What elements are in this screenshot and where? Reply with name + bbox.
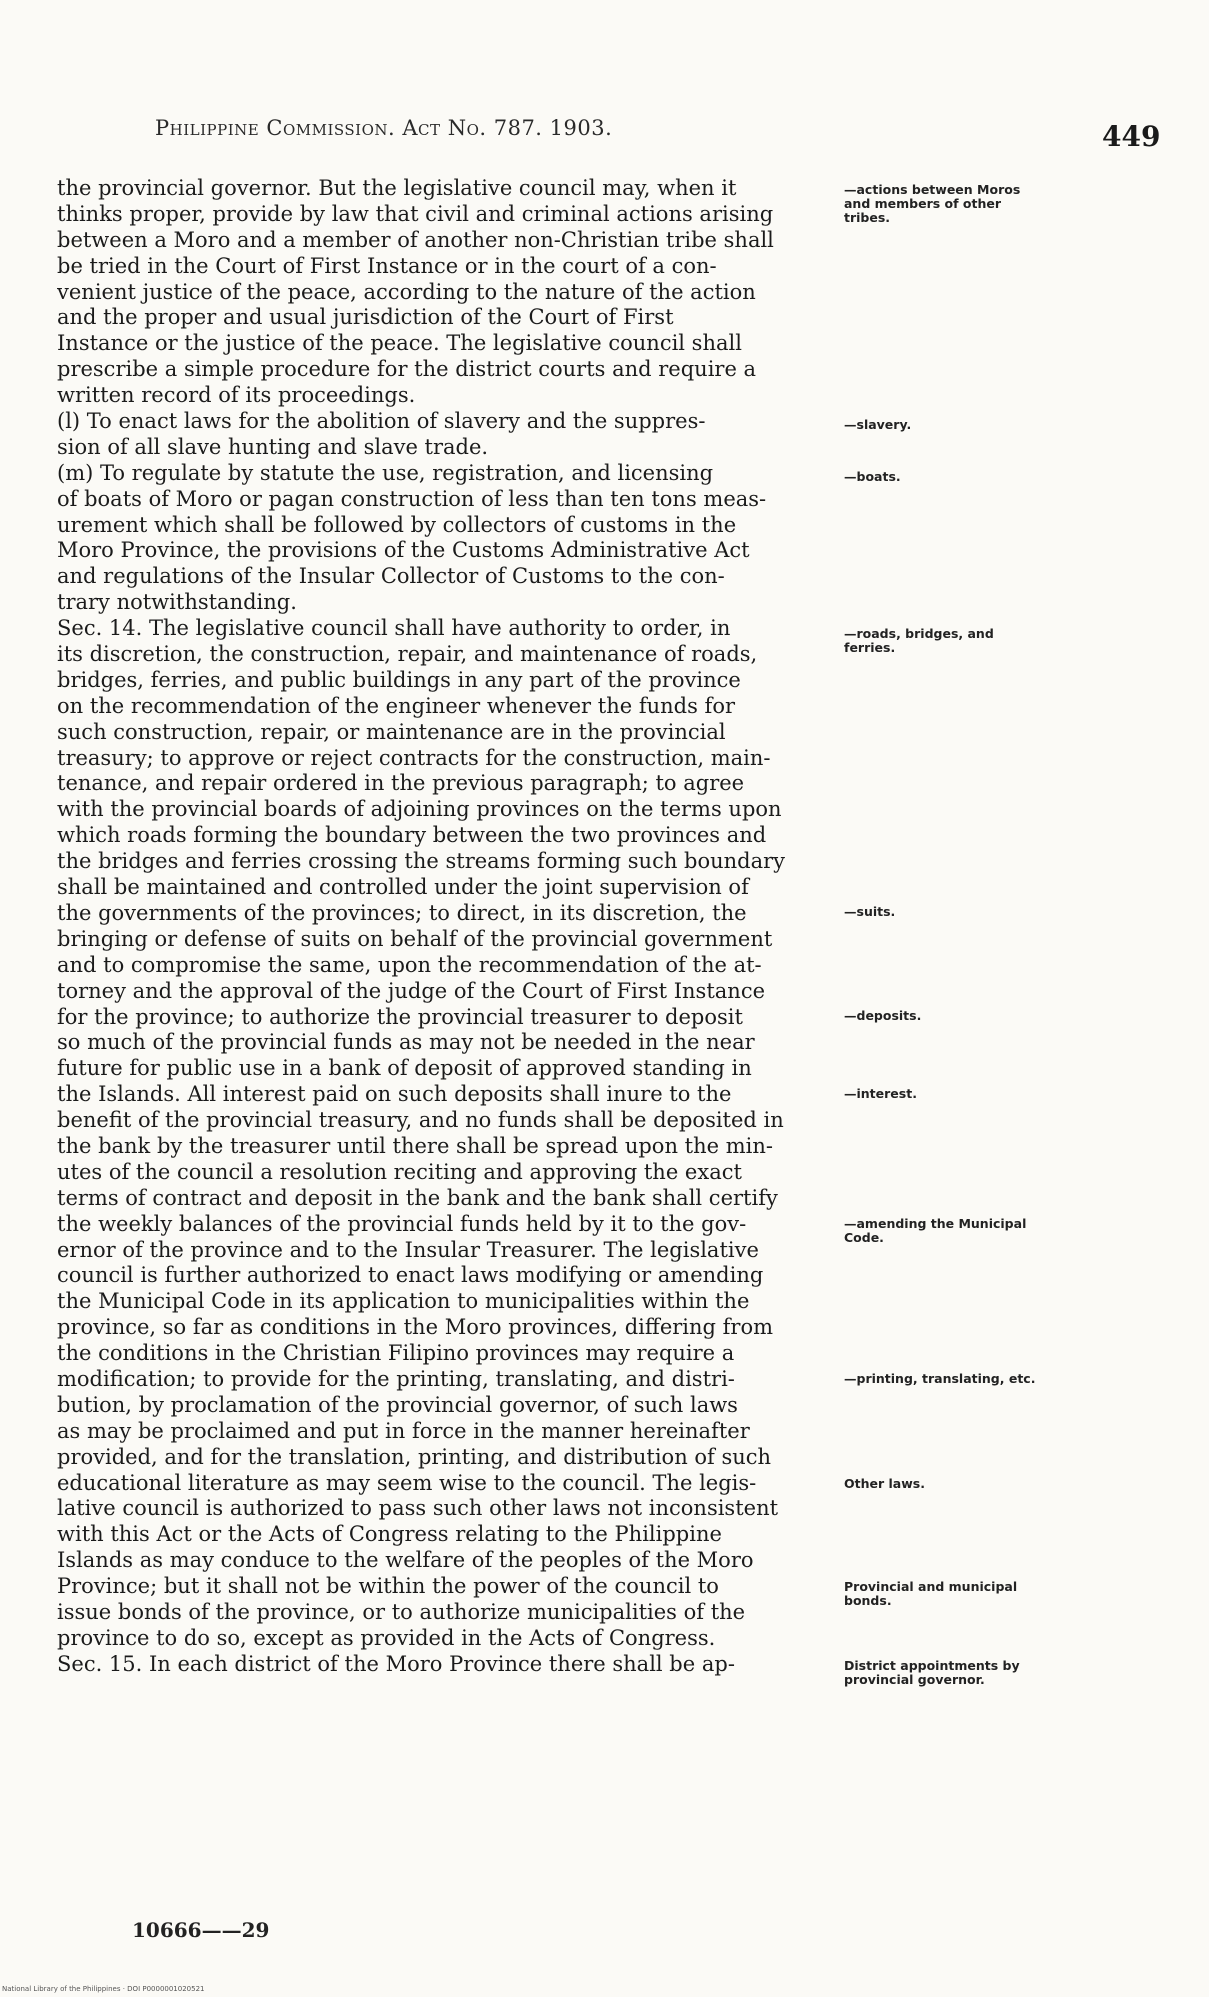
text-line: the Municipal Code in its application to municipalities within the (57, 1289, 750, 1314)
text-line: the bridges and ferries crossing the streams forming such boundary (57, 849, 786, 874)
body-text (57, 176, 837, 1678)
text-line: lative council is authorized to pass such other laws not inconsistent (57, 1496, 779, 1521)
text-line: and to compromise the same, upon the recommendation of the at- (57, 952, 762, 977)
text-line: the provincial governor. But the legislative council may, when it (57, 176, 737, 200)
margin-note: —actions between Moros and members of other tribes. (844, 182, 1021, 225)
text-line: the conditions in the Christian Filipino provinces may require a (57, 1341, 735, 1366)
text-line: as may be proclaimed and put in force in the manner hereinafter (57, 1418, 750, 1443)
text-line: Sec. 14. The legislative council shall have authority to order, in (57, 616, 731, 641)
text-line: issue bonds of the province, or to authorize municipalities of the (57, 1599, 746, 1624)
text-line: province, so far as conditions in the Moro provinces, differing from (57, 1315, 774, 1340)
text-line: with this Act or the Acts of Congress relating to the Philippine (57, 1522, 722, 1547)
text-line: Province; but it shall not be within the power of the council to (57, 1574, 719, 1599)
signature-mark: 10666——29 (132, 1918, 270, 1942)
text-line: modification; to provide for the printing, translating, and distri- (57, 1366, 735, 1391)
text-line: the weekly balances of the provincial funds held by it to the gov- (57, 1211, 747, 1236)
margin-note: —boats. (844, 469, 901, 484)
text-line: shall be maintained and controlled under the joint supervision of (57, 875, 749, 900)
text-line: council is further authorized to enact laws modifying or amending (57, 1263, 764, 1288)
page-number: 449 (1102, 120, 1161, 153)
text-line: bringing or defense of suits on behalf of the provincial government (57, 926, 773, 951)
margin-note: —deposits. (844, 1008, 922, 1023)
text-line: urement which shall be followed by collectors of customs in the (57, 512, 737, 537)
text-line: (l) To enact laws for the abolition of slavery and the suppres- (57, 409, 706, 434)
text-line: its discretion, the construction, repair, and maintenance of roads, (57, 642, 758, 667)
margin-note: —slavery. (844, 417, 912, 432)
text-line: with the provincial boards of adjoining provinces on the terms upon (57, 797, 782, 822)
text-line: (m) To regulate by statute the use, registration, and licensing (57, 460, 714, 485)
text-line: and regulations of the Insular Collector of Customs to the con- (57, 564, 725, 589)
margin-note: —suits. (844, 904, 896, 919)
text-line: Instance or the justice of the peace. The legislative council shall (57, 331, 742, 356)
text-line: ernor of the province and to the Insular Treasurer. The legislative (57, 1237, 759, 1262)
text-line: the Islands. All interest paid on such deposits shall inure to the (57, 1082, 732, 1107)
text-line: prescribe a simple procedure for the district courts and require a (57, 357, 757, 382)
text-line: province to do so, except as provided in the Acts of Congress. (57, 1625, 716, 1650)
text-line: bution, by proclamation of the provincial governor, of such laws (57, 1392, 738, 1417)
text-line: torney and the approval of the judge of the Court of First Instance (57, 978, 766, 1003)
text-line: such construction, repair, or maintenance are in the provincial (57, 719, 726, 744)
margin-note: District appointments by provincial governor. (844, 1658, 1020, 1687)
text-line: terms of contract and deposit in the bank and the bank shall certify (57, 1185, 778, 1210)
text-line: educational literature as may seem wise to the council. The legis- (57, 1470, 757, 1495)
text-line: written record of its proceedings. (57, 383, 416, 408)
text-line: the bank by the treasurer until there shall be spread upon the min- (57, 1133, 773, 1158)
scan-credit: National Library of the Philippines · DOI P0000001020521 (2, 1985, 205, 1993)
text-line: so much of the provincial funds as may not be needed in the near (57, 1030, 755, 1055)
text-line: Moro Province, the provisions of the Customs Administrative Act (57, 538, 750, 563)
text-line: bridges, ferries, and public buildings in any part of the province (57, 667, 741, 692)
margin-note: —amending the Municipal Code. (844, 1216, 1027, 1245)
text-line: tenance, and repair ordered in the previous paragraph; to agree (57, 771, 745, 796)
text-line: between a Moro and a member of another non-Christian tribe shall (57, 227, 774, 252)
running-head: Philippine Commission. Act No. 787. 1903. (155, 116, 613, 140)
text-line: the governments of the provinces; to direct, in its discretion, the (57, 900, 747, 925)
text-line: which roads forming the boundary between the two provinces and (57, 823, 767, 848)
text-line: future for public use in a bank of deposit of approved standing in (57, 1056, 752, 1081)
margin-note: —printing, translating, etc. (844, 1371, 1036, 1386)
text-line: thinks proper, provide by law that civil and criminal actions arising (57, 201, 774, 226)
text-line: for the province; to authorize the provincial treasurer to deposit (57, 1004, 743, 1029)
text-line: benefit of the provincial treasury, and no funds shall be deposited in (57, 1108, 784, 1133)
text-line: provided, and for the translation, printing, and distribution of such (57, 1444, 772, 1469)
text-line: on the recommendation of the engineer whenever the funds for (57, 693, 736, 718)
text-line: of boats of Moro or pagan construction of less than ten tons meas- (57, 486, 767, 511)
text-line: Sec. 15. In each district of the Moro Province there shall be ap- (57, 1651, 735, 1676)
text-line: trary notwithstanding. (57, 590, 297, 615)
text-line: venient justice of the peace, according to the nature of the action (57, 279, 756, 304)
margin-note: —roads, bridges, and ferries. (844, 626, 994, 655)
text-line: Islands as may conduce to the welfare of the peoples of the Moro (57, 1548, 754, 1573)
text-line: be tried in the Court of First Instance or in the court of a con- (57, 253, 717, 278)
margin-note: —interest. (844, 1086, 917, 1101)
margin-note: Other laws. (844, 1476, 925, 1491)
text-line: treasury; to approve or reject contracts for the construction, main- (57, 745, 771, 770)
text-line: utes of the council a resolution reciting and approving the exact (57, 1159, 742, 1184)
margin-note: Provincial and municipal bonds. (844, 1579, 1018, 1608)
text-line: and the proper and usual jurisdiction of the Court of First (57, 305, 674, 330)
text-line: sion of all slave hunting and slave trade. (57, 434, 489, 459)
